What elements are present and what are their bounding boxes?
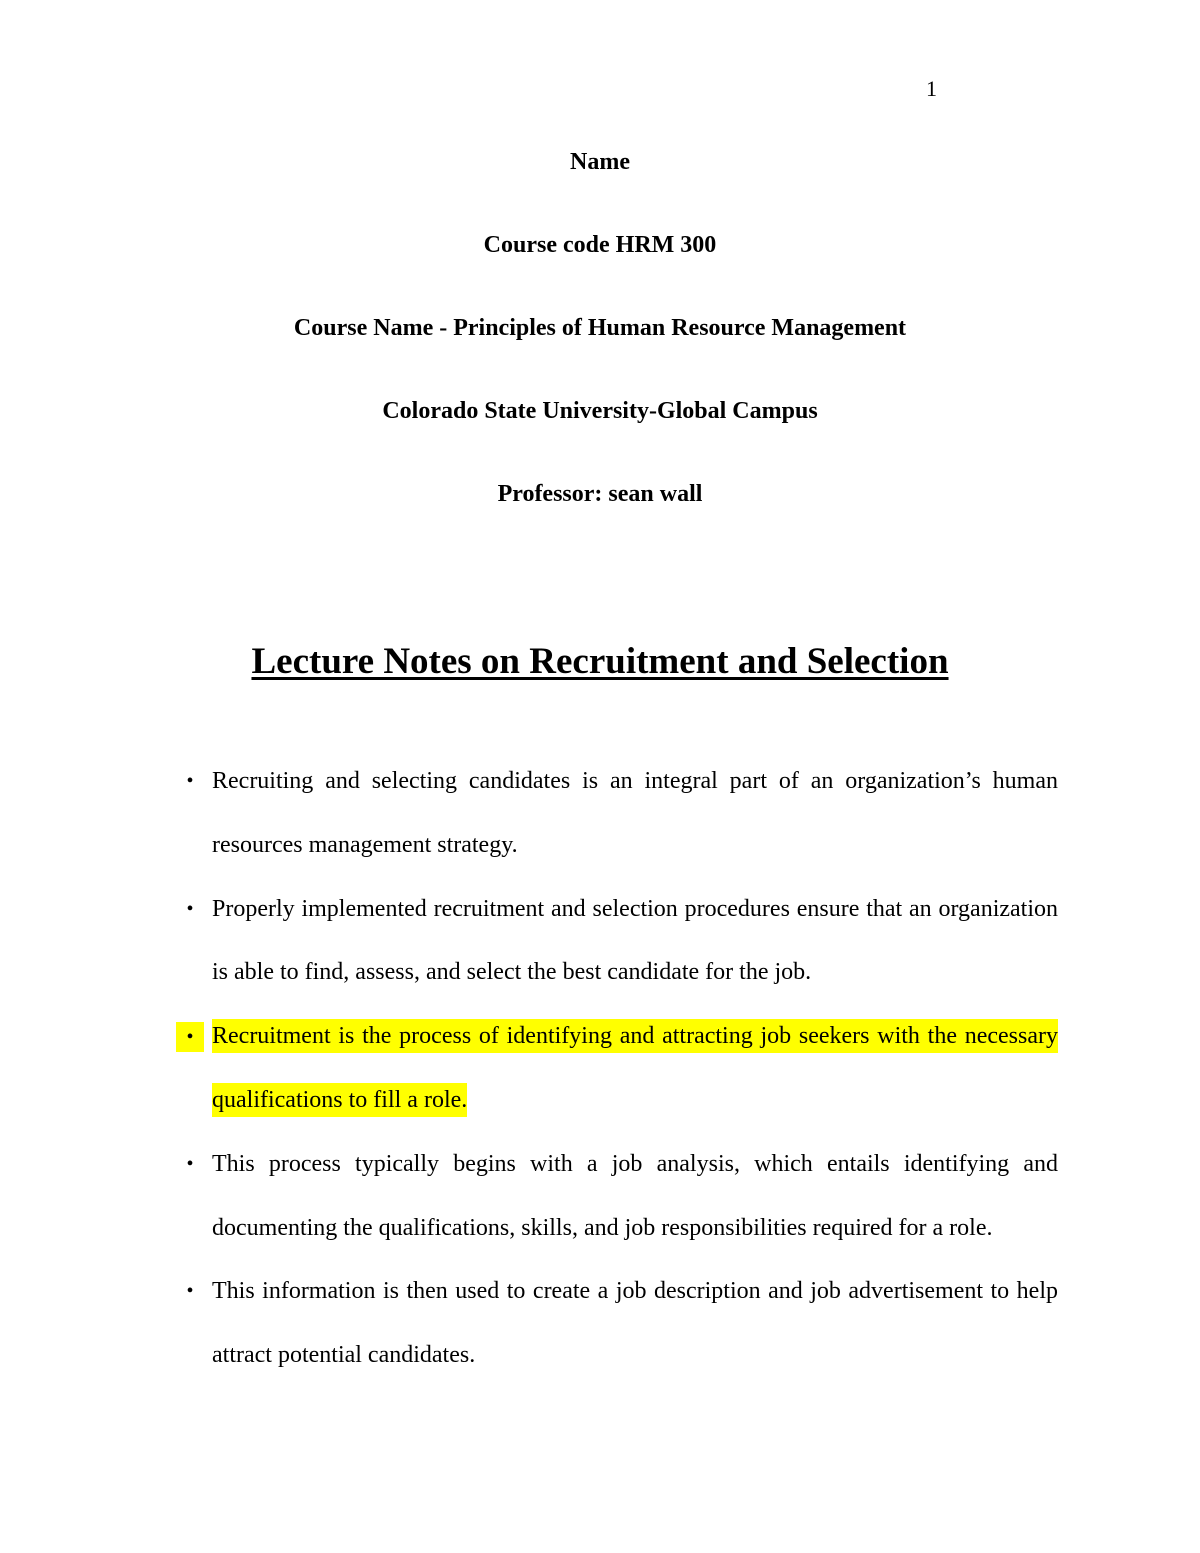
list-item [186, 1260, 1058, 1388]
list-item [186, 1133, 1058, 1261]
bullet-icon: • [186, 1280, 194, 1303]
author-name: Name [570, 149, 630, 175]
list-item [186, 878, 1058, 1006]
list-item-text: Recruiting and selecting candidates is an integral part of an organization’s human resources management strategy. [212, 768, 1058, 858]
professor-name: Professor: sean wall [497, 481, 703, 507]
bullet-icon: • [186, 1152, 194, 1175]
bullet-icon: • [186, 897, 194, 920]
list-item [186, 750, 1058, 878]
list-item-text: This information is then used to create a job description and job advertisement to help attract potential candidates. [212, 1278, 1058, 1369]
list-item-text: Properly implemented recruitment and selection procedures ensure that an organization is able to find, assess, and select the best candidate for the job. [212, 895, 1058, 986]
document-heading: Lecture Notes on Recruitment and Selection [251, 641, 949, 682]
university-name: Colorado State University-Global Campus [382, 398, 818, 424]
list-item-text: This process typically begins with a job analysis, which entails identifying and documenting the qualifications, skills, and job responsibilities required for a role. [212, 1150, 1058, 1241]
title-block [0, 144, 1200, 559]
list-item-highlighted [186, 1005, 1058, 1133]
course-code: Course code HRM 300 [483, 232, 717, 258]
highlighted-text: Recruitment is the process of identifying and attracting job seekers with the necessary qualifications to fill a role. [212, 1019, 1058, 1117]
lecture-notes-list [186, 750, 1058, 1388]
page-number: 1 [926, 76, 937, 101]
bullet-icon: • [176, 1022, 204, 1052]
bullet-icon: • [186, 770, 194, 792]
course-name: Course Name - Principles of Human Resource Management [293, 315, 907, 341]
